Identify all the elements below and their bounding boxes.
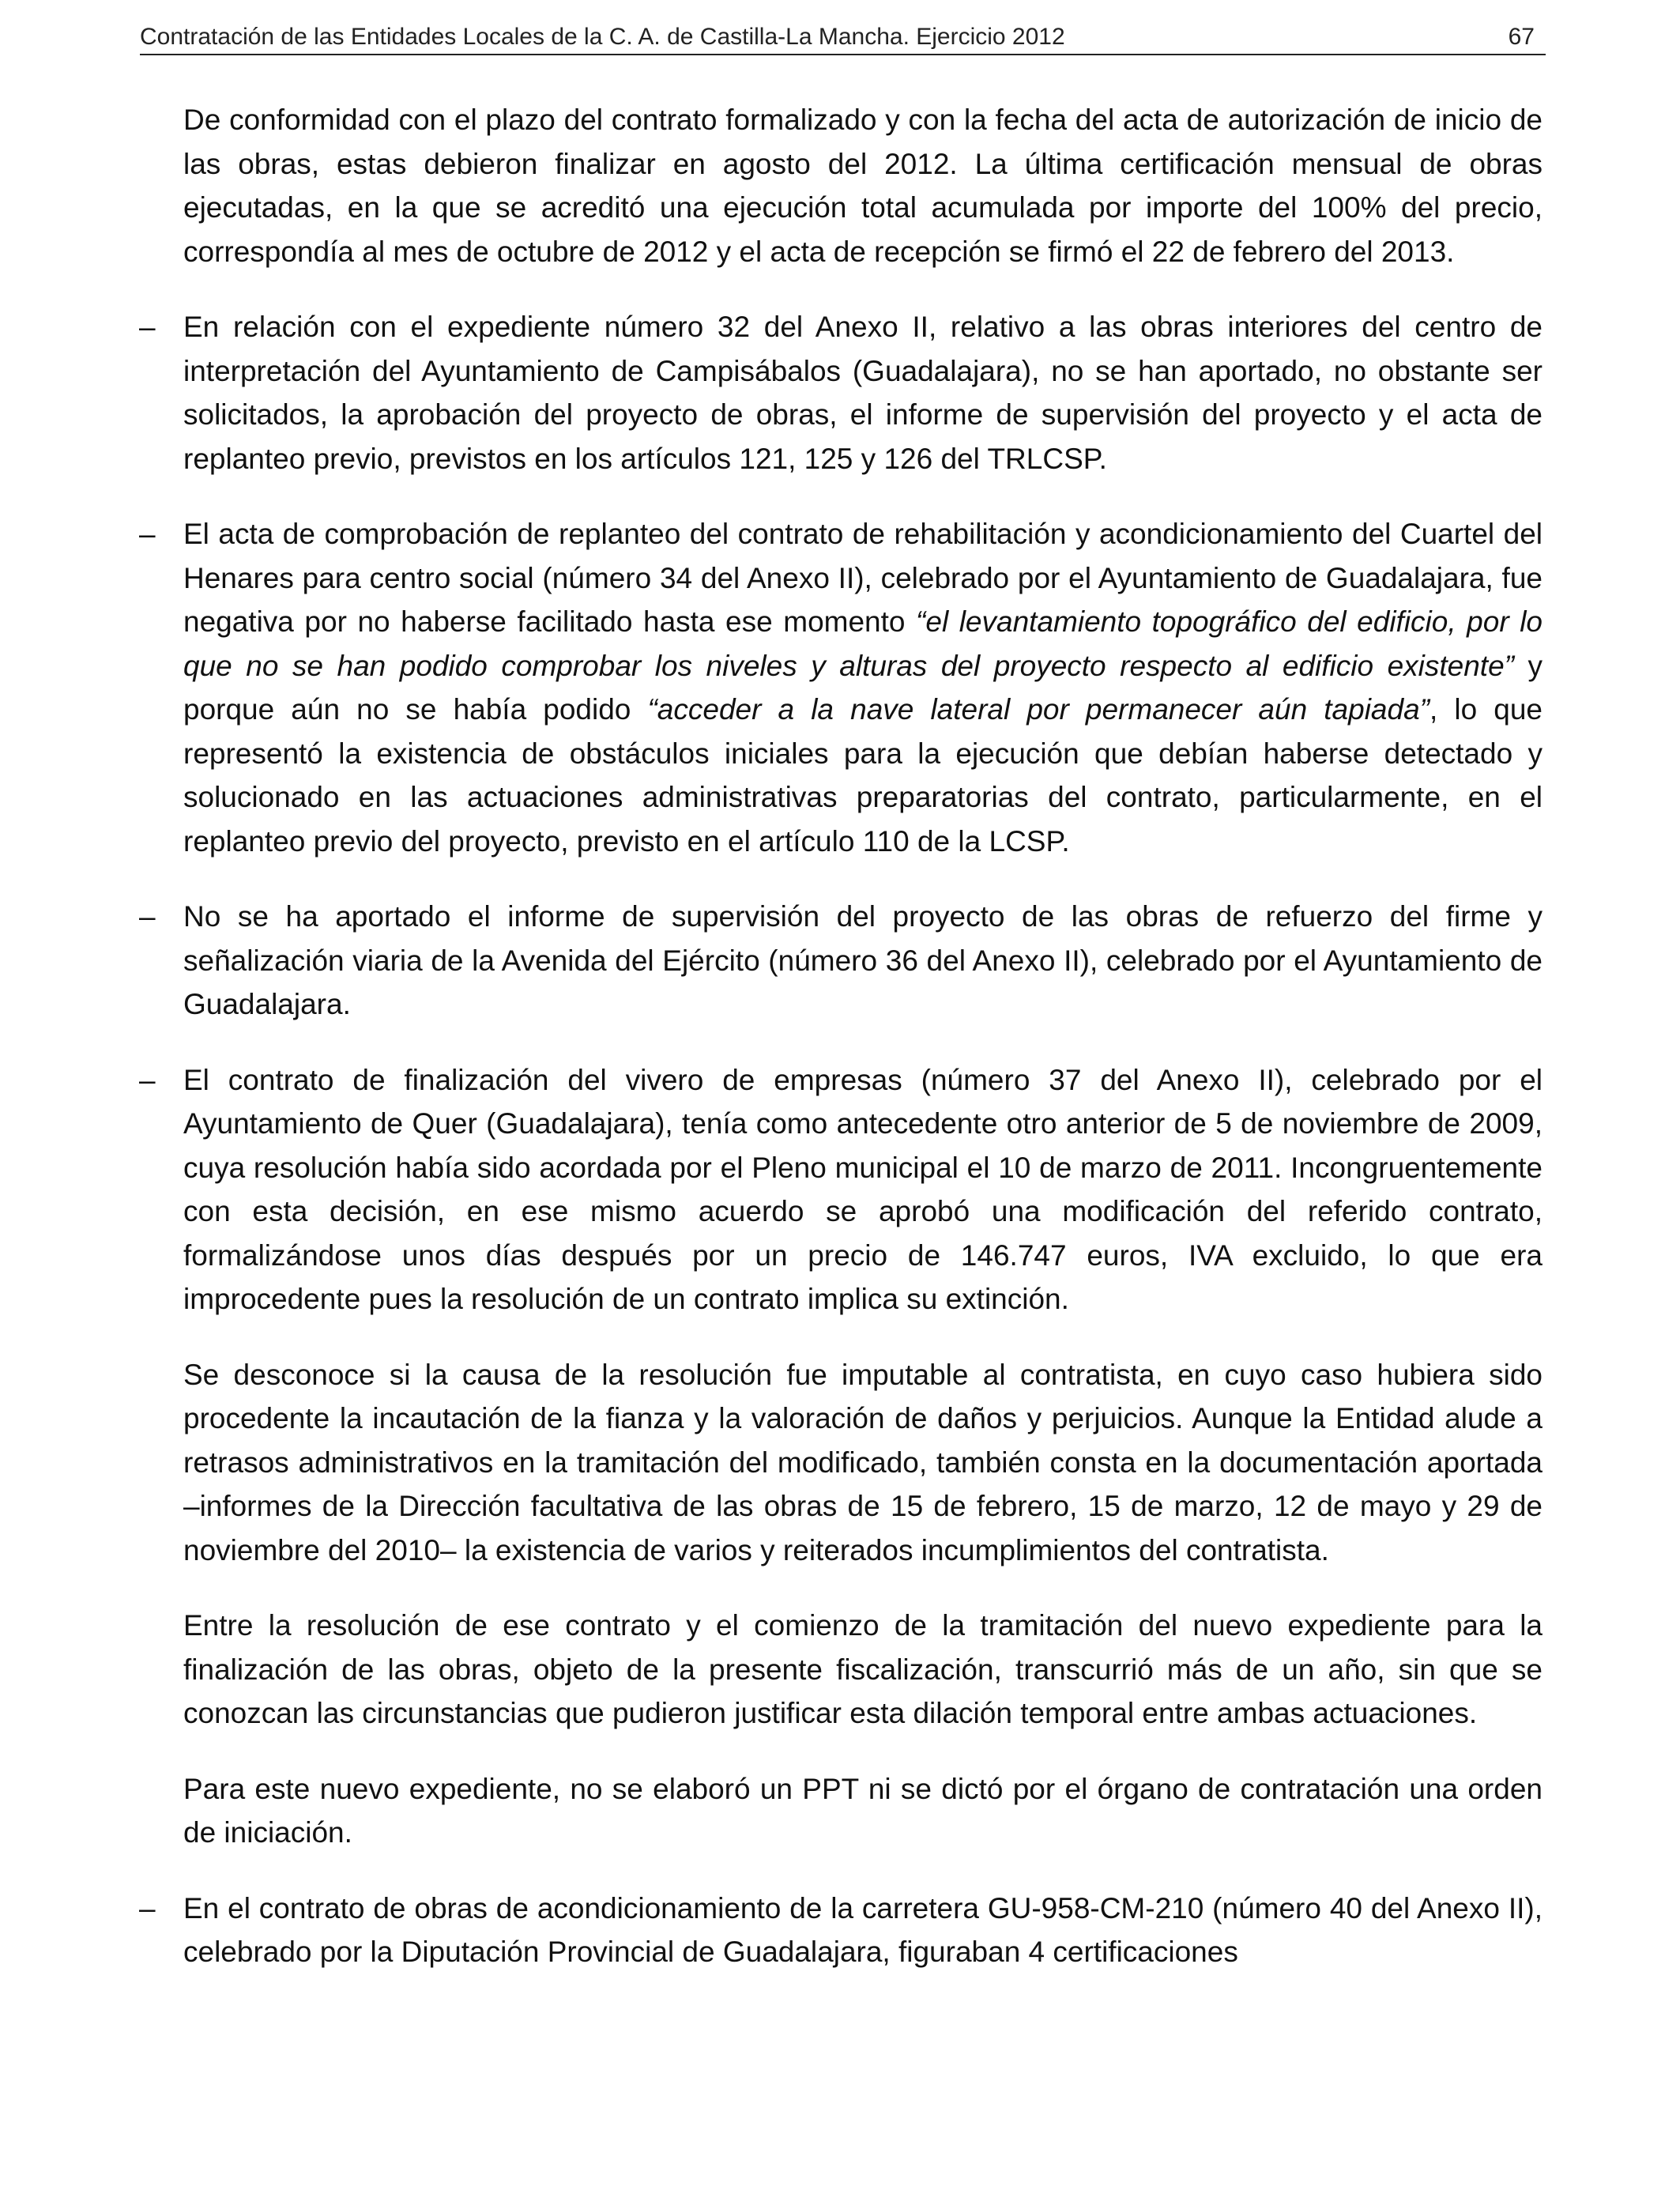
bullet-avenida-ejercito	[139, 895, 1543, 1027]
paragraph-causa-resolucion: Se desconoce si la causa de la resolución fue imputable al contratista, en cuyo caso hubiera sido procedente la incautación de la fianza y la valoración de daños y perjuicios. Aunque la Entidad alude a retrasos administrativos en la tramitación del modificado, también consta en la documentación aportada –informes de la Dirección facultativa de las obras de 15 de febrero, 15 de marzo, 12 de mayo y 29 de noviembre del 2010– la existencia de varios y reiterados incumplimientos del contratista.	[183, 1358, 1543, 1566]
bullet-expediente-32	[139, 305, 1543, 481]
bullet-text: El contrato de finalización del vivero de empresas (número 37 del Anexo II), celebrado por el Ayuntamiento de Quer (Guadalajara), tenía como antecedente otro anterior de 5 de noviembre de 2009, cuya resolución había sido acordada por el Pleno municipal el 10 de marzo de 2011. Incongruentemente con esta decisión, en ese mismo acuerdo se aprobó una modificación del referido contrato, formalizándose unos días después por un precio de 146.747 euros, IVA excluido, lo que era improcedente pues la resolución de un contrato implica su extinción.	[183, 1063, 1543, 1315]
bullet-carretera-gu-958	[139, 1887, 1543, 1974]
bullet-text-part-3: , lo que representó la existencia de obstáculos iniciales para la ejecución que debían haberse detectado y solucionado en las actuaciones administrativas preparatorias del contrato, particularmente, en el replanteo previo del proyecto, previsto en el artículo 110 de la LCSP.	[183, 693, 1543, 858]
bullet-dash: –	[139, 311, 156, 343]
page-header	[140, 21, 1546, 55]
paragraph-dilacion-temporal: Entre la resolución de ese contrato y el comienzo de la tramitación del nuevo expediente para la finalización de las obras, objeto de la presente fiscalización, transcurrió más de un año, sin que se conozcan las circunstancias que pudieron justificar esta dilación temporal entre ambas actuaciones.	[183, 1609, 1543, 1729]
bullet-text: No se ha aportado el informe de supervisión del proyecto de las obras de refuerzo del firme y señalización viaria de la Avenida del Ejército (número 36 del Anexo II), celebrado por el Ayuntamiento de Guadalajara.	[183, 900, 1543, 1020]
page-number: 67	[1508, 24, 1535, 50]
bullet-vivero-empresas	[139, 1058, 1543, 1321]
bullet-dash: –	[139, 900, 156, 933]
paragraph-nuevo-expediente: Para este nuevo expediente, no se elaboró un PPT ni se dictó por el órgano de contratación una orden de iniciación.	[183, 1772, 1543, 1849]
bullet-text: En relación con el expediente número 32 del Anexo II, relativo a las obras interiores del centro de interpretación del Ayuntamiento de Campisábalos (Guadalajara), no se han aportado, no obstante ser solicitados, la aprobación del proyecto de obras, el informe de supervisión del proyecto y el acta de replanteo previo, previstos en los artículos 121, 125 y 126 del TRLCSP.	[183, 311, 1543, 475]
quoted-text-2: “acceder a la nave lateral por permanecer aún tapiada”	[647, 693, 1430, 726]
bullet-dash: –	[139, 1063, 156, 1096]
bullet-dash: –	[139, 1891, 156, 1924]
bullet-text-part-2: y porque aún no se había podido	[183, 649, 1543, 726]
bullet-dash: –	[139, 518, 156, 550]
quoted-text-1: “el levantamiento topográfico del edificio, por lo que no se han podido comprobar los niveles y alturas del proyecto respecto al edificio existente”	[183, 605, 1543, 682]
paragraph-plazo-contrato: De conformidad con el plazo del contrato formalizado y con la fecha del acta de autorización de inicio de las obras, estas debieron finalizar en agosto del 2012. La última certificación mensual de obras ejecutadas, en la que se acreditó una ejecución total acumulada por importe del 100% del precio, correspondía al mes de octubre de 2012 y el acta de recepción se firmó el 22 de febrero del 2013.	[183, 104, 1543, 268]
bullet-text: En el contrato de obras de acondicionamiento de la carretera GU-958-CM-210 (número 40 del Anexo II), celebrado por la Diputación Provincial de Guadalajara, figuraban 4 certificaciones	[183, 1891, 1543, 1968]
bullet-text-part-1: El acta de comprobación de replanteo del contrato de rehabilitación y acondicionamiento del Cuartel del Henares para centro social (número 34 del Anexo II), celebrado por el Ayuntamiento de Guadalajara, fue negativa por no haberse facilitado hasta ese momento	[183, 518, 1543, 638]
document-body	[139, 98, 1543, 2006]
header-title: Contratación de las Entidades Locales de la C. A. de Castilla-La Mancha. Ejercicio 2012	[140, 24, 1065, 50]
bullet-cuartel-henares	[139, 512, 1543, 863]
